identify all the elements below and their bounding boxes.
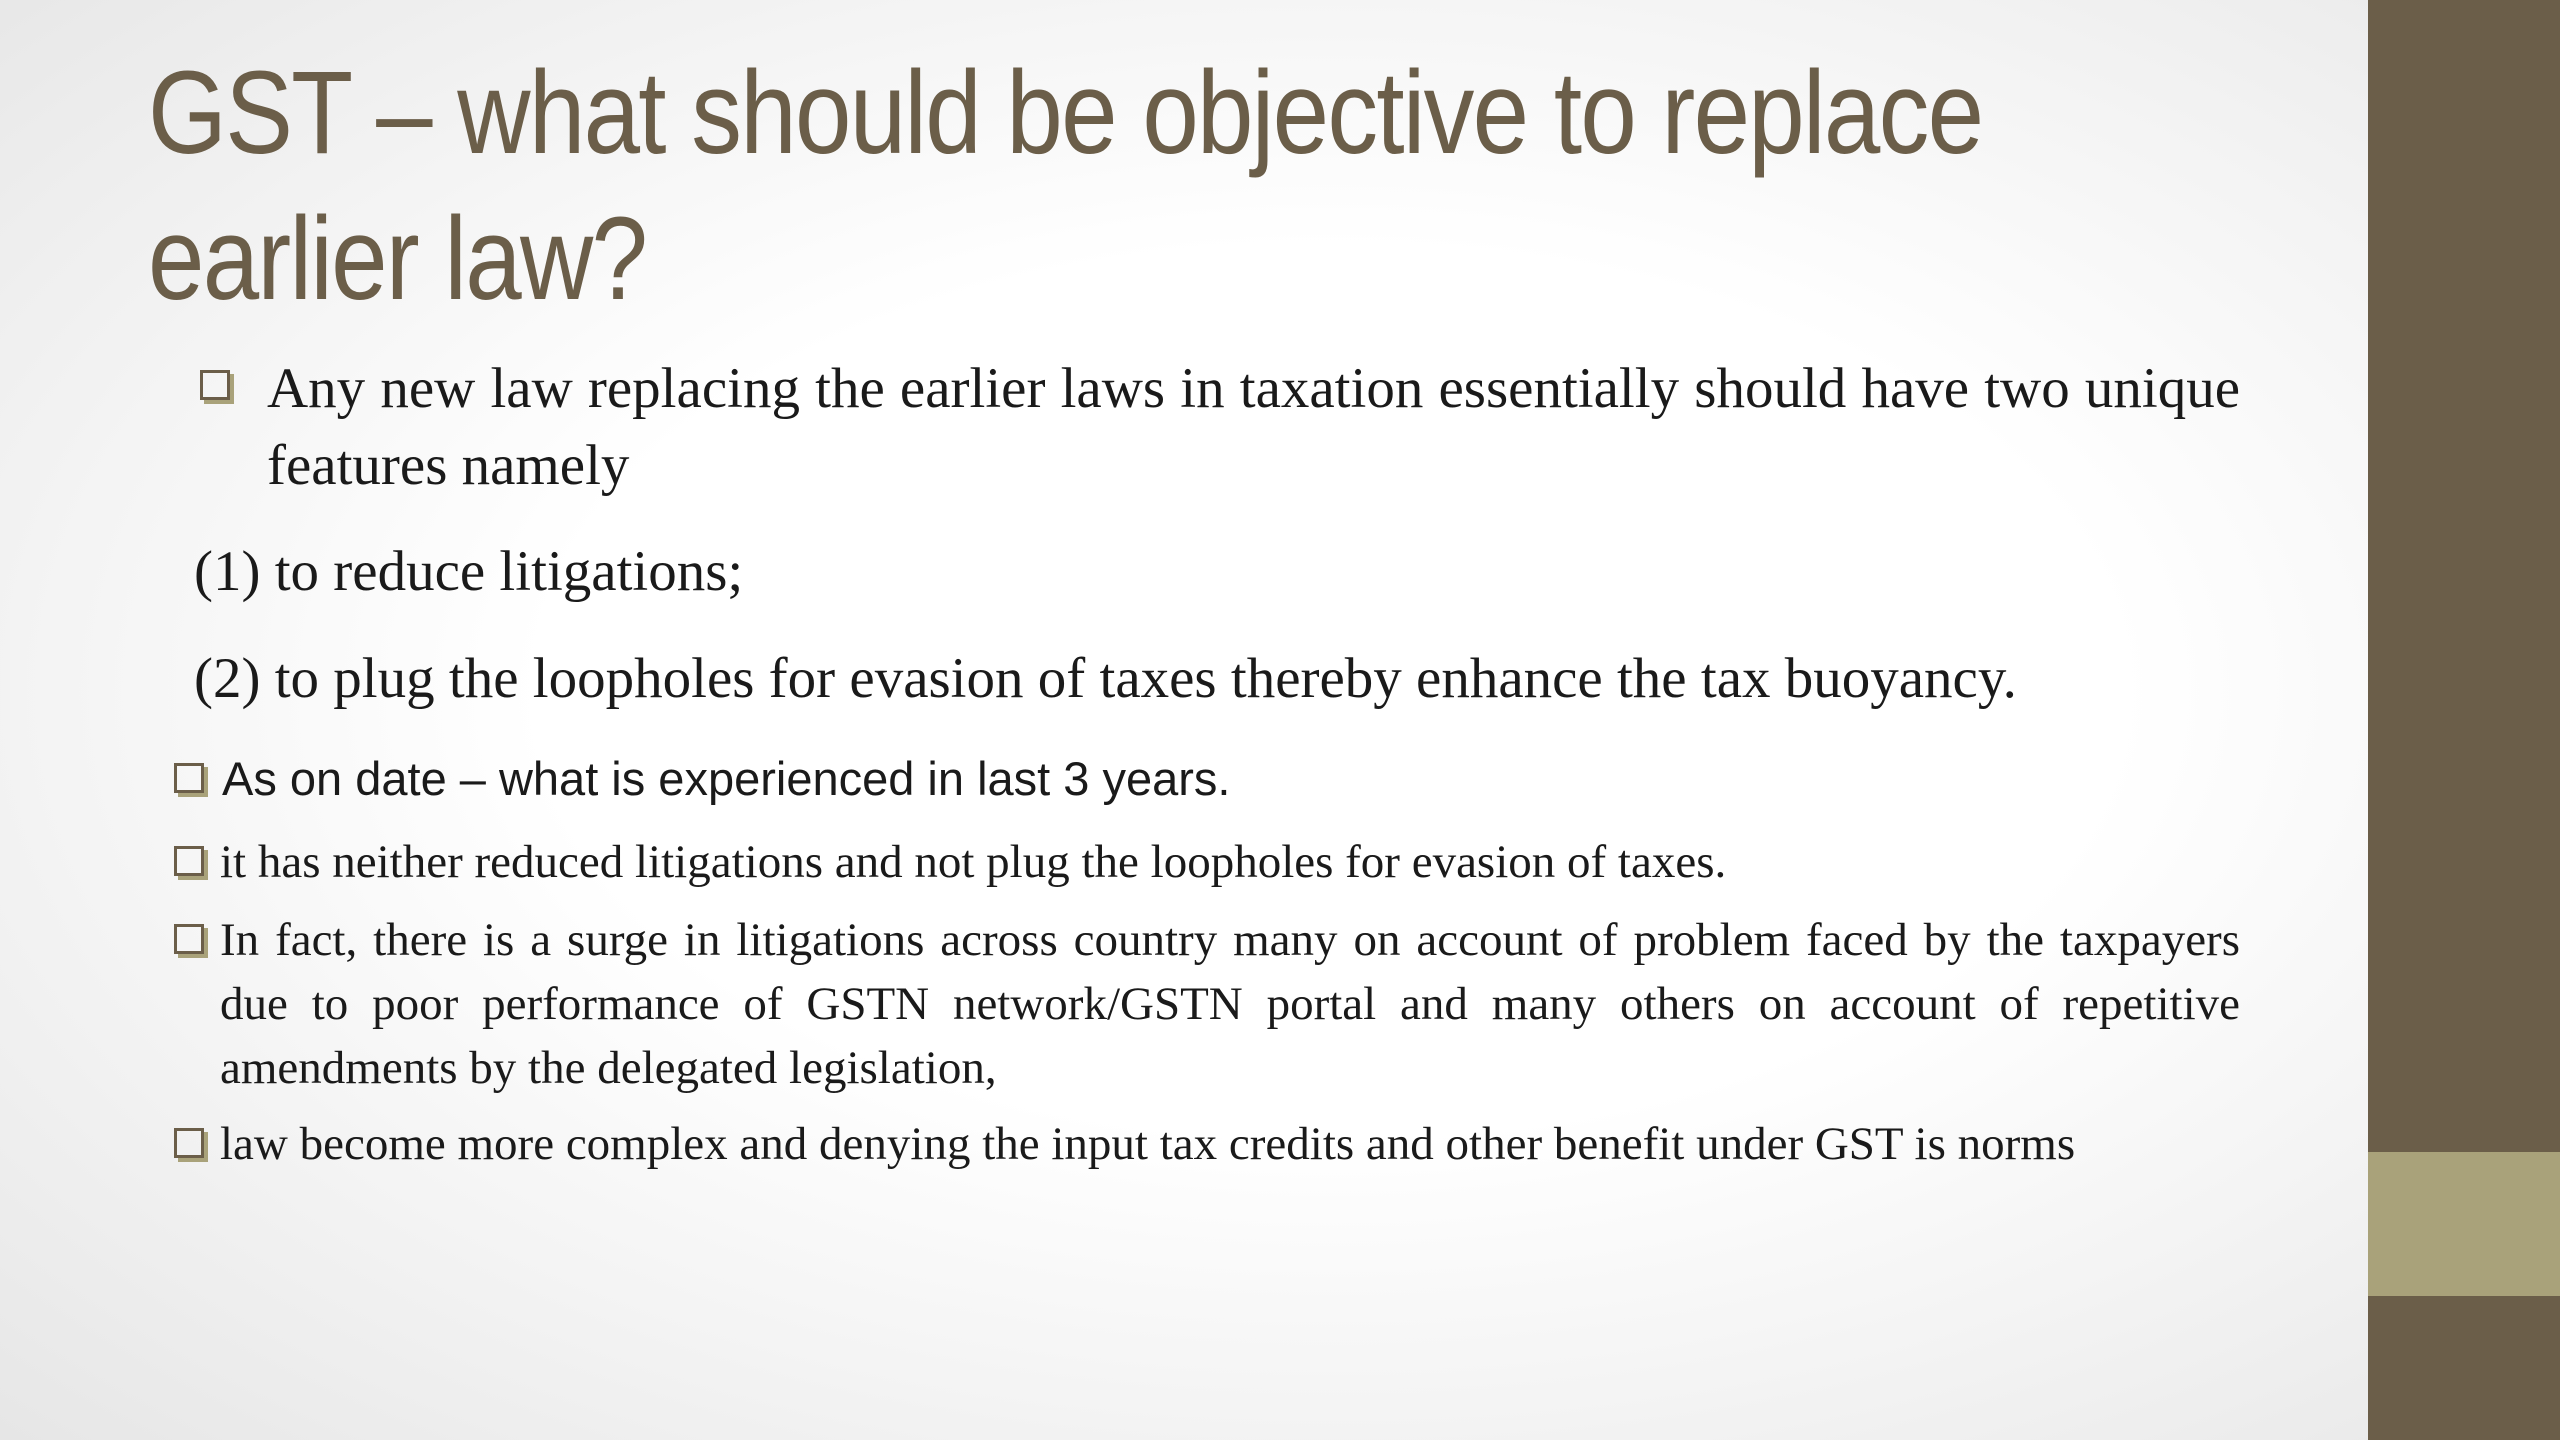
numbered-point: (1) to reduce litigations;	[194, 540, 744, 603]
decorative-side-accent	[2368, 1152, 2560, 1296]
bullet-item	[174, 908, 2240, 1100]
square-bullet-icon	[174, 924, 204, 954]
numbered-point: (2) to plug the loopholes for evasion of taxes thereby enhance the tax buoyancy.	[194, 647, 2017, 710]
square-bullet-icon	[174, 846, 204, 876]
decorative-side-bar	[2368, 0, 2560, 1440]
bullet-item	[174, 745, 2074, 813]
slide-title: GST – what should be objective to replace earlier law?	[148, 47, 1983, 325]
bullet-text: As on date – what is experienced in last 3 years.	[222, 752, 1231, 805]
bullet-item	[174, 1112, 2240, 1176]
square-bullet-icon	[174, 763, 204, 793]
square-bullet-icon	[200, 370, 230, 400]
bullet-item	[200, 350, 2240, 504]
bullet-item	[174, 830, 2240, 894]
bullet-text: In fact, there is a surge in litigations across country many on account of problem faced by the taxpayers due to poor performance of GSTN network/GSTN portal and many others on account of repetitive amendments by the delegated legislation,	[220, 914, 2240, 1094]
bullet-text: it has neither reduced litigations and not plug the loopholes for evasion of taxes.	[220, 836, 1727, 888]
bullet-text: Any new law replacing the earlier laws in taxation essentially should have two unique features namely	[267, 357, 2240, 497]
square-bullet-icon	[174, 1128, 204, 1158]
bullet-text: law become more complex and denying the input tax credits and other benefit under GST is norms	[220, 1118, 2076, 1170]
